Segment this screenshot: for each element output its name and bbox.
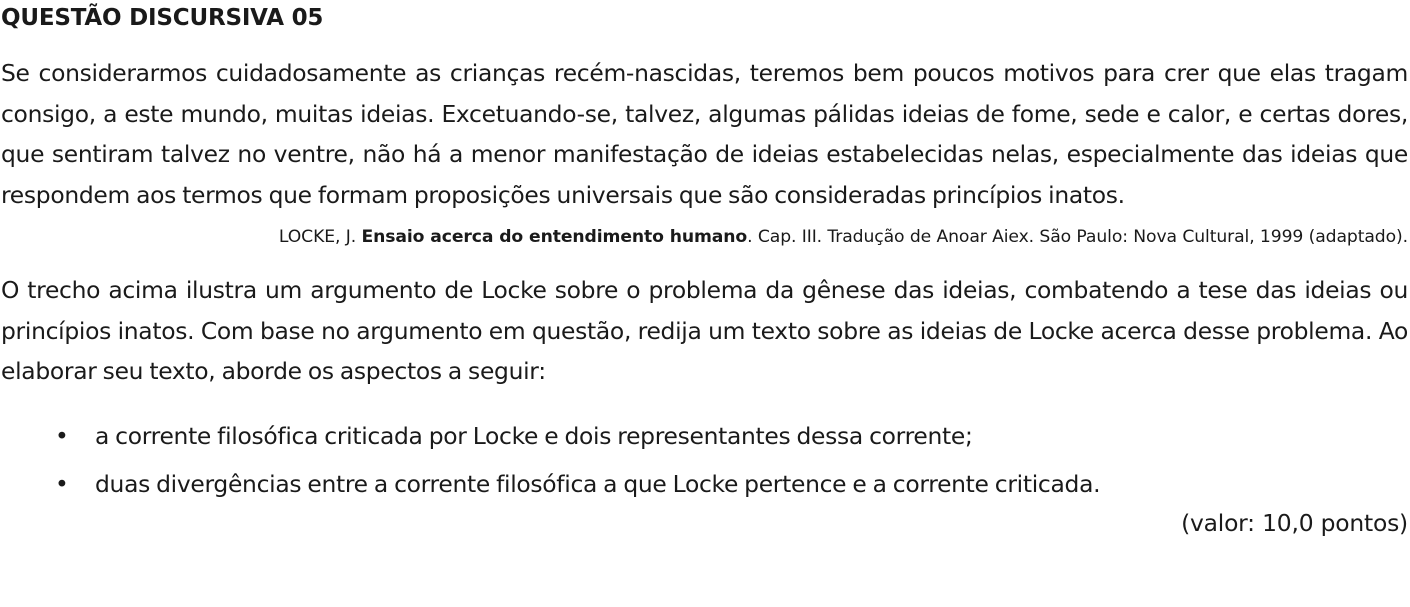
question-title: QUESTÃO DISCURSIVA 05 [1,5,324,31]
citation-author: LOCKE, J. [278,227,362,247]
question-prompt: O trecho acima ilustra um argumento de Locke sobre o problema da gênese das ideias, combatendo a tese das ideias ou princípios inatos. Com base no argumento em questão, redija um texto sobre as ideias de Locke acerca desse problema. Ao elaborar seu texto, aborde os aspectos a seguir: [1,276,1408,385]
score-value: (valor: 10,0 pontos) [1181,508,1408,537]
aspects-list [1,412,1408,508]
citation-work-title: Ensaio acerca do entendimento humano [361,227,748,247]
citation [1,225,1408,249]
locke-passage: Se considerarmos cuidadosamente as crianças recém-nascidas, teremos bem poucos motivos para crer que elas tragam consigo, a este mundo, muitas ideias. Excetuando-se, talvez, algumas pálidas ideias de fome, sede e calor, e certas dores, que sentiram talvez no ventre, não há a menor manifestação de ideias estabelecidas nelas, especialmente das ideias que respondem aos termos que formam proposições universais que são consideradas princípios inatos. [1,59,1408,209]
list-item [1,460,1408,508]
aspect-text: duas divergências entre a corrente filosófica a que Locke pertence e a corrente criticada. [95,469,1101,498]
citation-details: . Cap. III. Tradução de Anoar Aiex. São Paulo: Nova Cultural, 1999 (adaptado). [747,227,1408,247]
bullet-icon: • [55,421,69,450]
list-item [1,412,1408,460]
bullet-icon: • [55,469,69,498]
aspect-text: a corrente filosófica criticada por Locke e dois representantes dessa corrente; [95,421,973,450]
